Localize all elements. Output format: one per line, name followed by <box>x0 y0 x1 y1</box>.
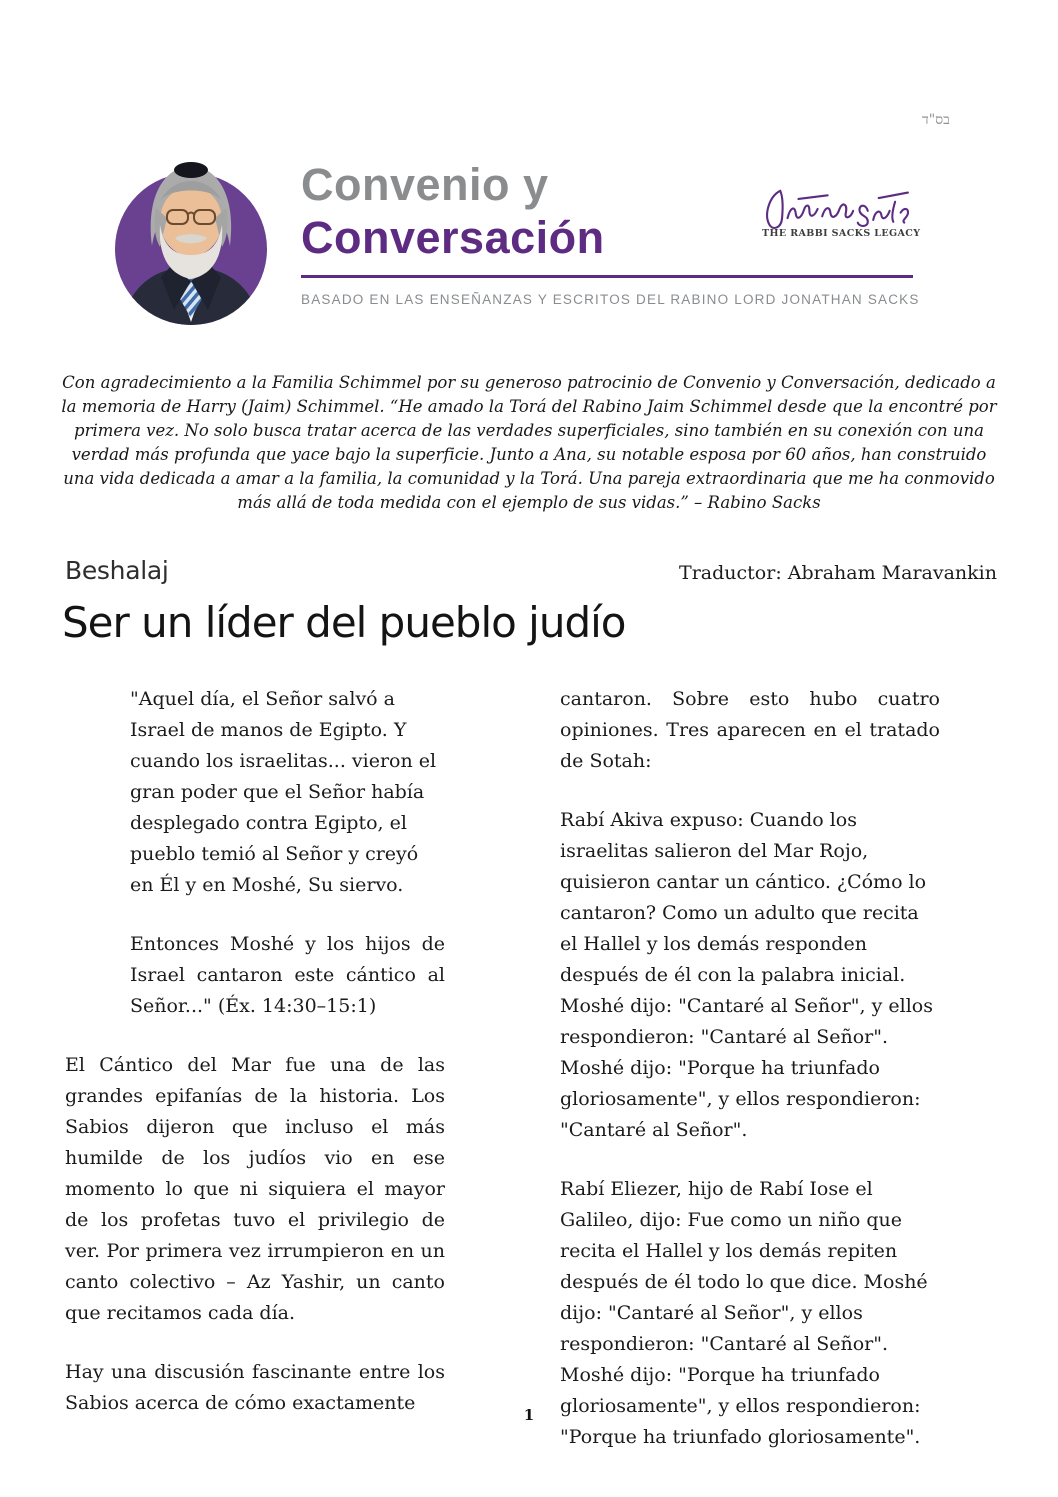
legacy-logo-label: THE RABBI SACKS LEGACY <box>762 228 921 239</box>
header-divider <box>301 275 913 278</box>
body-paragraph: El Cántico del Mar fue una de las grandes epifanías de la historia. Los Sabios dijeron que incluso el más humilde de los judíos vio en ese momento lo que ni siquiera el mayor de los profetas tuvo el privilegio de ver. Por primera vez irrumpieron en un canto colectivo – Az Yashir, un canto que recitamos cada día. <box>65 1054 445 1324</box>
body-paragraph: Rabí Eliezer, hijo de Rabí Iose el Galileo, dijo: Fue como un niño que recita el Hallel y los demás repiten después de él todo lo que dice. Moshé dijo: "Cantaré al Señor", y ellos respondieron: "Cantaré al Señor". Moshé dijo: "Porque ha triunfado gloriosamente", y ellos respondieron: "Porque ha triunfado gloriosamente". <box>560 1178 928 1448</box>
meta-row <box>65 556 997 585</box>
scripture-quote-paragraph: "Aquel día, el Señor salvó a Israel de manos de Egipto. Y cuando los israelitas... vieron el gran poder que el Señor había desplegado contra Egipto, el pueblo temió al Señor y creyó en Él y en Moshé, Su siervo. <box>130 688 437 896</box>
article-body <box>65 684 940 1481</box>
body-paragraph: Hay una discusión fascinante entre los Sabios acerca de cómo exactamente <box>65 1361 445 1414</box>
wordmark-line2: Conversación <box>301 212 605 263</box>
jonathan-sacks-signature-icon <box>762 184 917 234</box>
page-number: 1 <box>523 1406 535 1424</box>
article-title: Ser un líder del pueblo judío <box>62 598 626 647</box>
body-paragraph: cantaron. Sobre esto hubo cuatro opiniones. Tres aparecen en el tratado de Sotah: <box>560 688 940 772</box>
translator-credit: Traductor: Abraham Maravankin <box>679 562 997 584</box>
left-column <box>65 684 445 1481</box>
right-column <box>560 684 940 1481</box>
header-tagline: BASADO EN LAS ENSEÑANZAS Y ESCRITOS DEL RABINO LORD JONATHAN SACKS <box>301 292 920 307</box>
wordmark-line1: Convenio y <box>301 159 549 210</box>
scripture-quote-paragraph: Entonces Moshé y los hijos de Israel cantaron este cántico al Señor..." (Éx. 14:30–15:1) <box>130 933 445 1017</box>
wordmark <box>301 158 605 264</box>
dedication-text: Con agradecimiento a la Familia Schimmel por su generoso patrocinio de Convenio y Conversación, dedicado a la memoria de Harry (Jaim) Schimmel. “He amado la Torá del Rabino Jaim Schimmel desde que la encontré por primera vez. No solo busca tratar acerca de las verdades superficiales, sino también en su conexión con una verdad más profunda que yace bajo la superficie. Junto a Ana, su notable esposa por 60 años, han construido una vida dedicada a amar a la familia, la comunidad y la Torá. Una pareja extraordinaria que me ha conmovido más allá de toda medida con el ejemplo de sus vidas.” – Rabino Sacks <box>61 373 997 512</box>
hebrew-besed-mark: בס"ד <box>922 112 950 128</box>
body-paragraph: Rabí Akiva expuso: Cuando los israelitas salieron del Mar Rojo, quisieron cantar un cántico. ¿Cómo lo cantaron? Como un adulto que recita el Hallel y los demás responden después de él con la palabra inicial. Moshé dijo: "Cantaré al Señor", y ellos respondieron: "Cantaré al Señor". Moshé dijo: "Porque ha triunfado gloriosamente", y ellos respondieron: "Cantaré al Señor". <box>560 809 933 1141</box>
rabbi-sacks-legacy-logo <box>762 184 920 239</box>
parsha-name: Beshalaj <box>65 556 169 585</box>
rabbi-sacks-portrait-photo <box>112 148 272 332</box>
